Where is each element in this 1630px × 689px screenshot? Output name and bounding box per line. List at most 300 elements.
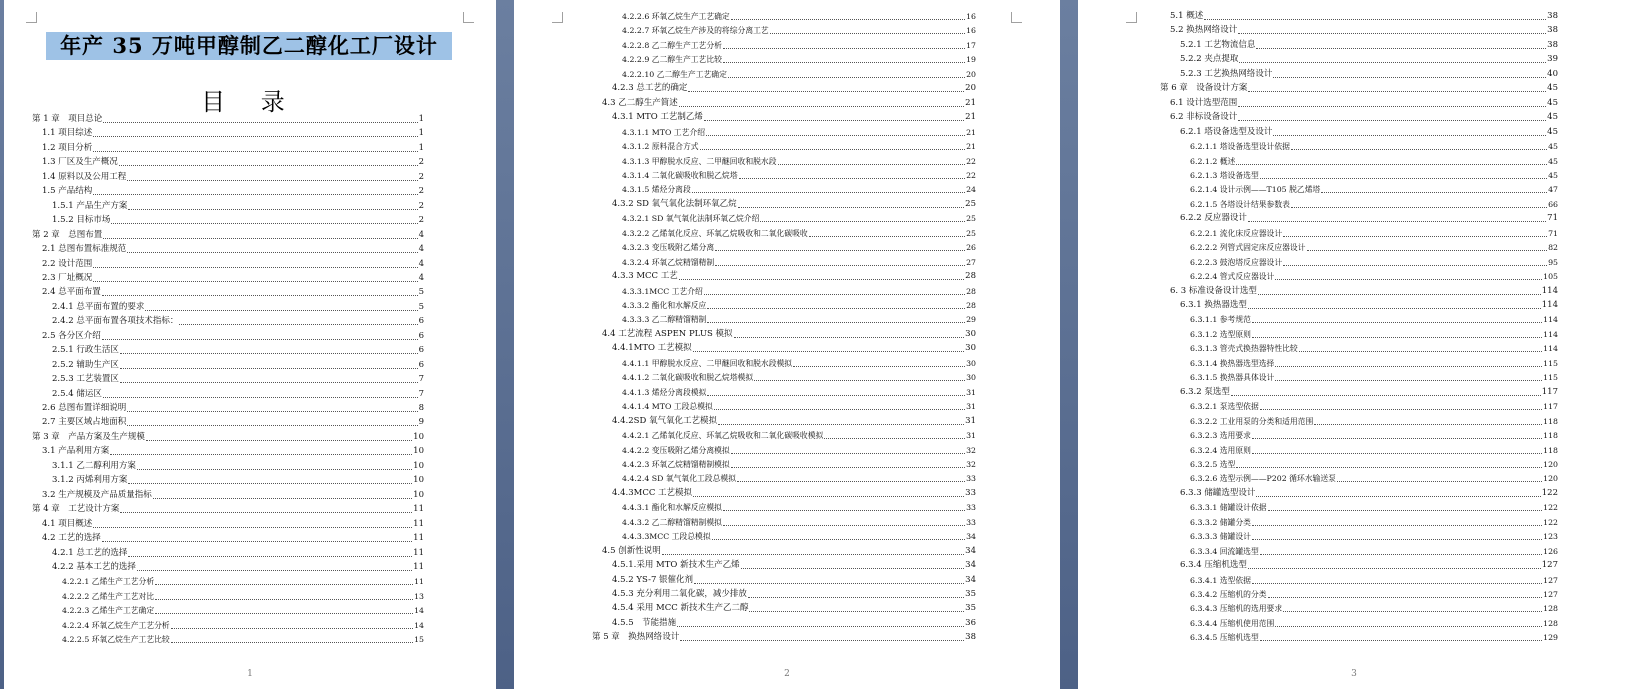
toc-entry-title: 4.3.2.4 环氧乙烷精馏精制 xyxy=(622,257,715,267)
toc-entry-page-number: 31 xyxy=(966,431,976,441)
toc-entry[interactable] xyxy=(592,571,976,586)
toc-entry-title: 4.3.1.5 烯烃分离段 xyxy=(622,185,691,195)
toc-entry-page-number: 117 xyxy=(1543,402,1558,412)
toc-entry[interactable] xyxy=(32,500,424,515)
toc-entry[interactable] xyxy=(1160,339,1558,354)
toc-entry[interactable] xyxy=(592,209,976,224)
toc-entry[interactable] xyxy=(592,527,976,542)
toc-entry[interactable] xyxy=(1160,527,1558,542)
toc-leader-dots xyxy=(1275,279,1542,280)
toc-entry[interactable] xyxy=(32,226,424,241)
toc-entry-page-number: 128 xyxy=(1543,618,1558,628)
toc-entry-page-number: 20 xyxy=(965,83,976,94)
toc-leader-dots xyxy=(127,252,417,253)
toc-entry[interactable] xyxy=(1160,571,1558,586)
toc-entry[interactable] xyxy=(32,601,424,616)
toc-leader-dots xyxy=(102,339,418,340)
toc-entry[interactable] xyxy=(592,21,976,36)
toc-entry[interactable] xyxy=(592,513,976,528)
page-gutter xyxy=(496,0,514,689)
toc-entry-page-number: 105 xyxy=(1543,272,1558,282)
toc-leader-dots xyxy=(93,281,417,282)
page-crop-mark xyxy=(552,12,563,23)
toc-leader-dots xyxy=(155,599,413,600)
toc-entry-page-number: 10 xyxy=(413,489,424,500)
toc-leader-dots xyxy=(1260,178,1547,179)
toc-entry[interactable] xyxy=(32,428,424,443)
document-title: 年产 35 万吨甲醇制乙二醇化工厂设计 xyxy=(46,32,452,60)
toc-entry-title: 4.2.2.2 乙烯生产工艺对比 xyxy=(62,591,155,601)
toc-entry-page-number: 17 xyxy=(966,40,976,50)
toc-entry-page-number: 2 xyxy=(418,186,424,197)
toc-entry-title: 第 5 章 换热网络设计 xyxy=(592,632,680,643)
toc-entry[interactable] xyxy=(1160,397,1558,412)
toc-entry[interactable] xyxy=(592,238,976,253)
toc-entry[interactable] xyxy=(592,296,976,311)
toc-entry-title: 5.2.1 工艺物流信息 xyxy=(1180,39,1256,50)
toc-leader-dots xyxy=(103,122,417,123)
toc-entry[interactable] xyxy=(1160,108,1558,123)
toc-entry-page-number: 10 xyxy=(413,431,424,442)
toc-entry[interactable] xyxy=(592,426,976,441)
toc-leader-dots xyxy=(723,48,965,49)
toc-entry-page-number: 11 xyxy=(413,504,424,515)
toc-leader-dots xyxy=(93,151,417,152)
page-gutter xyxy=(1060,0,1078,689)
toc-entry-title: 4.2.2.7 环氧乙烷生产涉及的将综分离工艺 xyxy=(622,26,769,36)
toc-entry[interactable] xyxy=(1160,498,1558,513)
toc-entry[interactable] xyxy=(592,585,976,600)
toc-entry[interactable] xyxy=(592,65,976,80)
toc-entry[interactable] xyxy=(1160,195,1558,210)
toc-entry[interactable] xyxy=(592,282,976,297)
toc-entry-title: 5.2.2 夹点提取 xyxy=(1180,54,1239,65)
toc-leader-dots xyxy=(110,454,412,455)
toc-entry-page-number: 123 xyxy=(1543,532,1558,542)
toc-entry[interactable] xyxy=(592,253,976,268)
toc-leader-dots xyxy=(707,395,965,396)
toc-entry[interactable] xyxy=(1160,94,1558,109)
toc-entry[interactable] xyxy=(1160,50,1558,65)
toc-entry[interactable] xyxy=(32,558,424,573)
toc-entry-page-number: 8 xyxy=(418,403,424,413)
toc-entry-title: 1.2 项目分析 xyxy=(42,142,93,153)
toc-entry-page-number: 11 xyxy=(413,561,424,572)
toc-entry-title: 5.2 换热网络设计 xyxy=(1170,25,1238,36)
toc-entry[interactable] xyxy=(1160,469,1558,484)
toc-entry-page-number: 1 xyxy=(418,128,424,139)
toc-entry-title: 6.3.4.3 压缩机的选用要求 xyxy=(1190,604,1283,614)
toc-entry-page-number: 7 xyxy=(418,388,424,399)
toc-leader-dots xyxy=(694,583,964,584)
toc-entry[interactable] xyxy=(1160,383,1558,398)
toc-entry-page-number: 34 xyxy=(965,545,976,556)
toc-entry-page-number: 11 xyxy=(413,533,424,544)
page-number: 1 xyxy=(247,669,253,679)
toc-entry-title: 6.2.1.2 概述 xyxy=(1190,156,1236,166)
toc-entry-title: 1.4 原料以及公用工程 xyxy=(42,171,127,182)
toc-entry-title: 1.1 项目综述 xyxy=(42,128,93,139)
toc-leader-dots xyxy=(1236,164,1547,165)
toc-entry-page-number: 11 xyxy=(414,577,424,587)
toc-entry-title: 4.3.2.2 乙烯氧化反应、环氧乙烷吸收和二氧化碳吸收 xyxy=(622,228,808,238)
toc-leader-dots xyxy=(700,149,966,150)
toc-entry[interactable] xyxy=(592,556,976,571)
toc-entry[interactable] xyxy=(1160,238,1558,253)
toc-leader-dots xyxy=(1239,62,1546,63)
toc-entry-title: 2.4.2 总平面布置各项技术指标： xyxy=(52,316,179,327)
toc-entry-title: 2.1 总图布置标准规范 xyxy=(42,244,127,255)
toc-entry-page-number: 114 xyxy=(1543,344,1558,354)
toc-entry-title: 6.2.1.4 设计示例——T105 脱乙烯塔 xyxy=(1190,185,1321,195)
toc-entry-title: 4.2.3 总工艺的确定 xyxy=(612,83,688,94)
toc-entry[interactable] xyxy=(1160,282,1558,297)
toc-entry-page-number: 21 xyxy=(965,112,976,123)
toc-leader-dots xyxy=(1321,192,1547,193)
toc-entry[interactable] xyxy=(1160,36,1558,51)
toc-entry[interactable] xyxy=(1160,513,1558,528)
toc-entry-title: 4.2.2.5 环氧乙烷生产工艺比较 xyxy=(62,635,170,645)
toc-entry-title: 6.2.1.1 塔设备选型设计依据 xyxy=(1190,142,1290,152)
toc-leader-dots xyxy=(723,525,965,526)
toc-entry-title: 5.2.3 工艺换热网络设计 xyxy=(1180,68,1273,79)
toc-entry[interactable] xyxy=(32,110,424,125)
toc-entry-title: 第 1 章 项目总论 xyxy=(32,114,103,124)
toc-entry[interactable] xyxy=(1160,325,1558,340)
toc-entry-title: 6.3.3 储罐选型设计 xyxy=(1180,487,1256,498)
toc-entry[interactable] xyxy=(1160,542,1558,557)
toc-entry[interactable] xyxy=(592,383,976,398)
toc-entry-page-number: 47 xyxy=(1548,185,1558,195)
toc-entry[interactable] xyxy=(1160,166,1558,181)
toc-entry-page-number: 6 xyxy=(418,345,424,356)
toc-entry-page-number: 115 xyxy=(1543,373,1558,383)
toc-entry-page-number: 127 xyxy=(1543,575,1558,585)
toc-entry-title: 4.5 创新性说明 xyxy=(602,545,661,556)
toc-entry[interactable] xyxy=(1160,152,1558,167)
toc-entry[interactable] xyxy=(1160,426,1558,441)
toc-entry-page-number: 25 xyxy=(966,228,976,238)
toc-leader-dots xyxy=(1256,48,1546,49)
toc-leader-dots xyxy=(731,453,965,454)
toc-entry[interactable] xyxy=(592,195,976,210)
toc-entry-page-number: 28 xyxy=(966,301,976,310)
toc-leader-dots xyxy=(102,295,418,296)
toc-entry-title: 4.3.1.2 原料混合方式 xyxy=(622,142,699,152)
toc-entry[interactable] xyxy=(592,354,976,369)
toc-entry[interactable] xyxy=(32,370,424,385)
toc-entry[interactable] xyxy=(592,397,976,412)
toc-entry[interactable] xyxy=(592,36,976,51)
toc-leader-dots xyxy=(728,77,965,78)
toc-entry-title: 1.5 产品结构 xyxy=(42,186,93,197)
toc-entry[interactable] xyxy=(592,412,976,427)
toc-entry[interactable] xyxy=(1160,310,1558,325)
toc-entry-title: 4.5.1.采用 MTO 新技术生产乙烯 xyxy=(612,560,740,571)
toc-leader-dots xyxy=(1299,351,1542,352)
toc-entry[interactable] xyxy=(32,399,424,414)
page-number: 2 xyxy=(784,669,790,679)
toc-entry[interactable] xyxy=(1160,556,1558,571)
toc-leader-dots xyxy=(723,62,965,63)
toc-list xyxy=(592,7,976,643)
toc-entry[interactable] xyxy=(1160,628,1558,643)
toc-entry[interactable] xyxy=(1160,79,1558,94)
toc-entry[interactable] xyxy=(1160,253,1558,268)
toc-entry[interactable] xyxy=(592,108,976,123)
toc-entry[interactable] xyxy=(592,94,976,109)
toc-entry[interactable] xyxy=(32,515,424,530)
toc-entry[interactable] xyxy=(32,630,424,645)
toc-entry[interactable] xyxy=(1160,21,1558,36)
toc-entry-title: 4.4.2SD 氧气氧化工艺模拟 xyxy=(612,415,717,426)
toc-entry[interactable] xyxy=(592,599,976,614)
toc-leader-dots xyxy=(1231,395,1541,396)
toc-leader-dots xyxy=(1248,221,1546,222)
toc-entry[interactable] xyxy=(32,298,424,313)
toc-entry[interactable] xyxy=(592,152,976,167)
toc-entry[interactable] xyxy=(32,529,424,544)
toc-leader-dots xyxy=(1252,539,1542,540)
toc-entry[interactable] xyxy=(32,211,424,226)
toc-entry-page-number: 120 xyxy=(1543,459,1558,469)
toc-leader-dots xyxy=(677,626,964,627)
toc-entry-page-number: 32 xyxy=(966,459,976,469)
toc-entry[interactable] xyxy=(592,224,976,239)
toc-leader-dots xyxy=(1258,294,1541,295)
toc-entry[interactable] xyxy=(32,544,424,559)
toc-entry-title: 3.1.1 乙二醇利用方案 xyxy=(52,460,136,471)
toc-entry[interactable] xyxy=(32,255,424,270)
toc-entry-page-number: 22 xyxy=(966,170,976,180)
toc-entry[interactable] xyxy=(1160,354,1558,369)
toc-entry-page-number: 34 xyxy=(965,560,976,571)
toc-entry[interactable] xyxy=(32,471,424,486)
toc-entry-title: 4.3.3.2 酯化和水解反应 xyxy=(622,301,707,310)
toc-entry-page-number: 34 xyxy=(965,574,976,585)
toc-entry-title: 4.4.1.4 MTO 工段总模拟 xyxy=(622,402,713,412)
toc-entry[interactable] xyxy=(592,180,976,195)
toc-leader-dots xyxy=(1238,106,1546,107)
toc-entry-page-number: 1 xyxy=(418,114,424,124)
toc-entry[interactable] xyxy=(592,123,976,138)
toc-entry-title: 2.5.4 储运区 xyxy=(52,388,102,399)
toc-entry-title: 2.7 主要区域占地面积 xyxy=(42,417,127,428)
toc-entry-title: 2.6 总图布置详细说明 xyxy=(42,403,127,413)
toc-leader-dots xyxy=(715,265,965,266)
toc-entry[interactable] xyxy=(1160,65,1558,80)
toc-entry[interactable] xyxy=(592,137,976,152)
toc-leader-dots xyxy=(93,136,417,137)
toc-entry[interactable] xyxy=(32,283,424,298)
toc-entry-title: 4.4.1MTO 工艺模拟 xyxy=(612,343,692,354)
document-page-1 xyxy=(4,0,496,689)
toc-entry-page-number: 31 xyxy=(966,402,976,412)
toc-entry-page-number: 122 xyxy=(1543,503,1558,513)
toc-entry-title: 4.2.2.1 乙烯生产工艺分析 xyxy=(62,577,155,587)
toc-entry[interactable] xyxy=(1160,180,1558,195)
toc-entry[interactable] xyxy=(32,168,424,183)
toc-entry[interactable] xyxy=(1160,368,1558,383)
toc-entry[interactable] xyxy=(592,368,976,383)
toc-entry-title: 6.3.4.1 选型依据 xyxy=(1190,575,1251,585)
toc-leader-dots xyxy=(145,310,417,311)
toc-entry[interactable] xyxy=(592,484,976,499)
toc-entry[interactable] xyxy=(32,616,424,631)
toc-entry-page-number: 126 xyxy=(1543,546,1558,556)
toc-entry-page-number: 7 xyxy=(418,374,424,385)
toc-entry[interactable] xyxy=(1160,267,1558,282)
toc-leader-dots xyxy=(1273,77,1546,78)
toc-entry[interactable] xyxy=(592,542,976,557)
toc-entry-page-number: 25 xyxy=(966,214,976,224)
toc-entry[interactable] xyxy=(32,572,424,587)
toc-leader-dots xyxy=(1268,510,1543,511)
toc-leader-dots xyxy=(120,368,418,369)
toc-leader-dots xyxy=(704,294,965,295)
toc-leader-dots xyxy=(754,380,965,381)
toc-leader-dots xyxy=(120,512,412,513)
toc-entry[interactable] xyxy=(32,139,424,154)
toc-entry-page-number: 21 xyxy=(966,127,976,137)
toc-entry-title: 6.3.1.3 管壳式换热器特性比较 xyxy=(1190,344,1298,354)
toc-entry[interactable] xyxy=(1160,484,1558,499)
toc-entry-page-number: 118 xyxy=(1543,416,1558,426)
toc-entry-title: 6.3.4.2 压缩机的分类 xyxy=(1190,590,1267,599)
toc-entry-page-number: 11 xyxy=(413,547,424,558)
toc-entry[interactable] xyxy=(32,385,424,400)
toc-entry[interactable] xyxy=(592,455,976,470)
toc-leader-dots xyxy=(128,556,412,557)
toc-entry[interactable] xyxy=(1160,585,1558,600)
toc-entry[interactable] xyxy=(32,269,424,284)
toc-entry[interactable] xyxy=(592,469,976,484)
toc-entry[interactable] xyxy=(592,166,976,181)
toc-leader-dots xyxy=(103,238,417,239)
toc-entry[interactable] xyxy=(32,182,424,197)
toc-entry[interactable] xyxy=(32,486,424,501)
toc-entry-page-number: 4 xyxy=(418,244,424,255)
toc-entry-title: 4.3.3 MCC 工艺 xyxy=(612,271,678,282)
page-crop-mark xyxy=(463,12,474,23)
toc-leader-dots xyxy=(1252,438,1542,439)
toc-leader-dots xyxy=(111,223,417,224)
toc-leader-dots xyxy=(1275,626,1542,627)
toc-entry-page-number: 6 xyxy=(418,359,424,370)
toc-entry[interactable] xyxy=(32,240,424,255)
toc-entry[interactable] xyxy=(32,457,424,472)
toc-entry-title: 4.4 工艺流程 ASPEN PLUS 模拟 xyxy=(602,328,733,339)
toc-entry[interactable] xyxy=(1160,441,1558,456)
toc-entry-title: 1.3 厂区及生产概况 xyxy=(42,157,118,168)
toc-entry[interactable] xyxy=(1160,614,1558,629)
toc-leader-dots xyxy=(120,382,418,383)
toc-entry[interactable] xyxy=(32,327,424,342)
toc-entry-title: 4.3.2.1 SD 氧气氧化法制环氧乙烷介绍 xyxy=(622,214,760,224)
toc-entry[interactable] xyxy=(592,339,976,354)
toc-leader-dots xyxy=(1260,409,1542,410)
toc-entry-title: 6.3.3.3 储罐设计 xyxy=(1190,532,1251,542)
toc-leader-dots xyxy=(93,267,417,268)
toc-entry-title: 2.5.3 工艺装置区 xyxy=(52,374,119,385)
toc-entry-page-number: 6 xyxy=(418,316,424,327)
toc-entry[interactable] xyxy=(32,442,424,457)
toc-entry[interactable] xyxy=(592,628,976,643)
toc-leader-dots xyxy=(737,481,965,482)
toc-entry-page-number: 25 xyxy=(965,198,976,209)
toc-entry-title: 4.4.2.3 环氧乙烷精馏精制模拟 xyxy=(622,459,730,469)
toc-entry-page-number: 9 xyxy=(418,417,424,428)
toc-entry[interactable] xyxy=(32,413,424,428)
toc-entry[interactable] xyxy=(1160,224,1558,239)
toc-entry[interactable] xyxy=(1160,599,1558,614)
toc-entry[interactable] xyxy=(1160,209,1558,224)
toc-leader-dots xyxy=(128,483,412,484)
toc-leader-dots xyxy=(1291,207,1547,208)
toc-entry-page-number: 33 xyxy=(966,517,976,527)
toc-leader-dots xyxy=(1248,308,1541,309)
toc-entry[interactable] xyxy=(592,310,976,325)
toc-entry[interactable] xyxy=(1160,412,1558,427)
toc-entry-title: 4.2.2.8 乙二醇生产工艺分析 xyxy=(622,40,722,50)
toc-list xyxy=(1160,7,1558,643)
toc-leader-dots xyxy=(739,178,966,179)
toc-entry[interactable] xyxy=(32,356,424,371)
toc-entry[interactable] xyxy=(592,7,976,22)
toc-entry-page-number: 71 xyxy=(1548,228,1558,238)
toc-entry-page-number: 71 xyxy=(1547,213,1558,224)
toc-entry[interactable] xyxy=(32,124,424,139)
toc-leader-dots xyxy=(704,120,964,121)
toc-entry[interactable] xyxy=(592,498,976,513)
toc-entry-page-number: 21 xyxy=(965,97,976,108)
toc-leader-dots xyxy=(1260,554,1542,555)
toc-leader-dots xyxy=(155,584,413,585)
toc-entry[interactable] xyxy=(592,267,976,282)
toc-entry[interactable] xyxy=(592,614,976,629)
toc-entry-page-number: 30 xyxy=(966,373,976,383)
toc-entry-page-number: 21 xyxy=(966,142,976,152)
toc-leader-dots xyxy=(1252,525,1542,526)
toc-entry[interactable] xyxy=(1160,7,1558,22)
toc-entry-page-number: 127 xyxy=(1543,590,1558,599)
toc-entry-page-number: 30 xyxy=(966,358,976,368)
toc-entry[interactable] xyxy=(592,441,976,456)
toc-entry[interactable] xyxy=(32,312,424,327)
toc-entry[interactable] xyxy=(32,153,424,168)
toc-entry[interactable] xyxy=(592,79,976,94)
toc-leader-dots xyxy=(1283,236,1547,237)
toc-entry-title: 2.4 总平面布置 xyxy=(42,287,101,298)
toc-leader-dots xyxy=(127,425,417,426)
toc-entry-page-number: 13 xyxy=(414,591,424,601)
toc-leader-dots xyxy=(731,467,965,468)
toc-entry[interactable] xyxy=(1160,137,1558,152)
toc-leader-dots xyxy=(712,539,965,540)
toc-entry-title: 4.4.1.3 烯烃分离段模拟 xyxy=(622,387,707,397)
toc-entry-title: 2.5.1 行政生活区 xyxy=(52,345,119,356)
toc-entry[interactable] xyxy=(1160,455,1558,470)
toc-entry[interactable] xyxy=(32,587,424,602)
toc-entry-title: 6.3.2.1 泵选型依据 xyxy=(1190,402,1259,412)
toc-entry[interactable] xyxy=(592,50,976,65)
toc-entry[interactable] xyxy=(592,325,976,340)
toc-entry[interactable] xyxy=(32,197,424,212)
toc-entry[interactable] xyxy=(1160,123,1558,138)
toc-entry[interactable] xyxy=(1160,296,1558,311)
toc-entry-page-number: 2 xyxy=(418,200,424,211)
toc-entry[interactable] xyxy=(32,341,424,356)
